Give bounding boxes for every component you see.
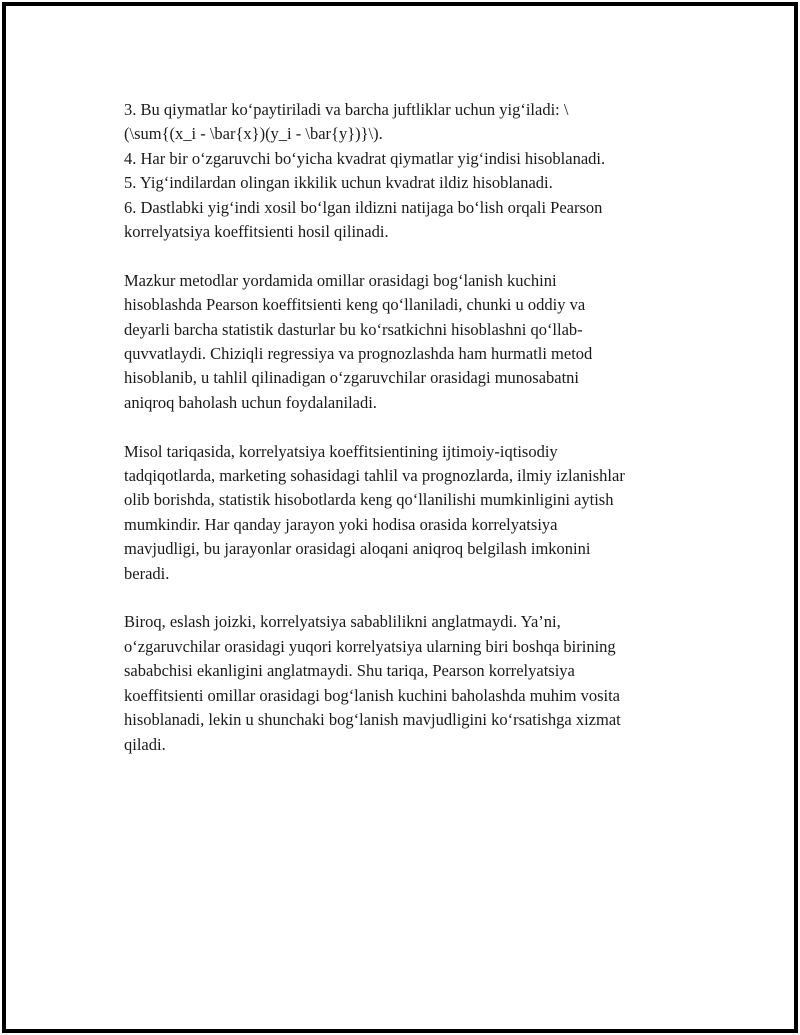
paragraph-line: deyarli barcha statistik dasturlar bu ko‘rsatkichni hisoblashni qo‘llab-: [124, 319, 583, 339]
paragraph-line: beradi.: [124, 563, 170, 583]
paragraph-methods: [124, 269, 696, 415]
paragraph-examples: [124, 440, 696, 586]
paragraph-line: aniqroq baholash uchun foydalaniladi.: [124, 392, 377, 412]
paragraph-line: 5. Yig‘indilardan olingan ikkilik uchun kvadrat ildiz hisoblanadi.: [124, 173, 553, 193]
paragraph-line: sababchisi ekanligini anglatmaydi. Shu tariqa, Pearson korrelyatsiya: [124, 661, 575, 681]
page-frame: [2, 2, 798, 1033]
paragraph-line: o‘zgaruvchilar orasidagi yuqori korrelyatsiya ularning biri boshqa birining: [124, 636, 616, 656]
paragraph-line: korrelyatsiya koeffitsienti hosil qilinadi.: [124, 222, 389, 242]
paragraph-steps: [124, 98, 696, 244]
paragraph-line: 3. Bu qiymatlar ko‘paytiriladi va barcha juftliklar uchun yig‘iladi: \: [124, 100, 569, 119]
paragraph-line: 4. Har bir o‘zgaruvchi bo‘yicha kvadrat qiymatlar yig‘indisi hisoblanadi.: [124, 148, 606, 168]
paragraph-line: Misol tariqasida, korrelyatsiya koeffitsientining ijtimoiy-iqtisodiy: [124, 441, 558, 461]
paragraph-line: hisoblanadi, lekin u shunchaki bog‘lanish mavjudligini ko‘rsatishga xizmat: [124, 710, 621, 730]
paragraph-line: olib borishda, statistik hisobotlarda keng qo‘llanilishi mumkinligini aytish: [124, 490, 614, 510]
paragraph-line: Biroq, eslash joizki, korrelyatsiya sabablilikni anglatmaydi. Ya’ni,: [124, 612, 561, 632]
paragraph-line: hisoblanib, u tahlil qilinadigan o‘zgaruvchilar orasidagi munosabatni: [124, 368, 580, 388]
paragraph-line: mumkindir. Har qanday jarayon yoki hodisa orasida korrelyatsiya: [124, 514, 558, 534]
paragraph-line: qiladi.: [124, 734, 166, 754]
paragraph-caution: [124, 610, 696, 756]
paragraph-line: tadqiqotlarda, marketing sohasidagi tahlil va prognozlarda, ilmiy izlanishlar: [124, 466, 625, 486]
paragraph-line: 6. Dastlabki yig‘indi xosil bo‘lgan ildizni natijaga bo‘lish orqali Pearson: [124, 197, 603, 217]
paragraph-line: mavjudligi, bu jarayonlar orasidagi aloqani aniqroq belgilash imkonini: [124, 539, 591, 559]
paragraph-line: Mazkur metodlar yordamida omillar orasidagi bog‘lanish kuchini: [124, 270, 557, 290]
document-body: [124, 98, 696, 781]
paragraph-line: koeffitsienti omillar orasidagi bog‘lanish kuchini baholashda muhim vosita: [124, 685, 620, 705]
paragraph-line: hisoblashda Pearson koeffitsienti keng qo‘llaniladi, chunki u oddiy va: [124, 295, 586, 315]
paragraph-line: (\sum{(x_i - \bar{x})(y_i - \bar{y})}\).: [124, 124, 383, 144]
paragraph-line: quvvatlaydi. Chiziqli regressiya va prognozlashda ham hurmatli metod: [124, 344, 593, 364]
